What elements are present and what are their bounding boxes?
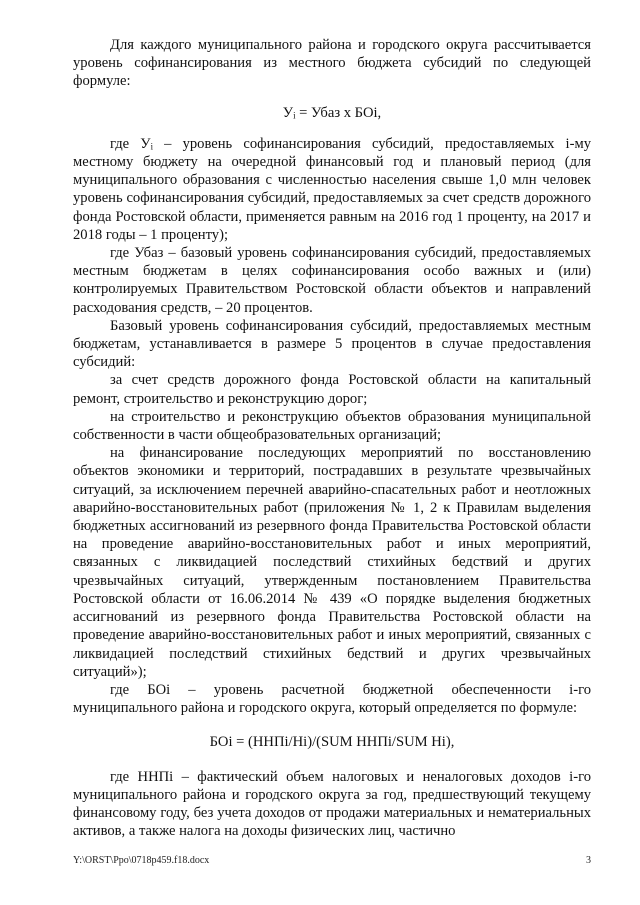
paragraph-y-definition: где Уᵢ – уровень софинансирования субсидий, предоставляемых i-му местному бюджету на очередной финансовый год и плановый период (для муниципального образования с численностью населения свыше 1,0 млн человек уровень софинансирования субсидий, предоставляемых за счет средств дорожного фонда Ростовской области, применяется равным на 2016 год 1 проценту, на 2017 и 2018 годы – 1 проценту); xyxy=(73,135,591,243)
paragraph-ybase-definition: где Убаз – базовый уровень софинансирования субсидий, предоставляемых местным бюджетам в целях софинансирования особо важных и (или) контролируемых Правительством Ростовской области объектов и направлений расходования средств, – 20 процентов. xyxy=(73,245,591,316)
paragraph-education: на строительство и реконструкцию объектов образования муниципальной собственности в части общеобразовательных организаций; xyxy=(73,408,591,444)
document-body xyxy=(73,36,591,840)
paragraph-nnp-definition: где ННПi – фактический объем налоговых и неналоговых доходов i-го муниципального района и городского округа за год, предшествующий текущему финансовому году, без учета доходов от продажи материальных и нематериальных активов, а также налога на доходы физических лиц, частично xyxy=(73,768,591,840)
paragraph-base-level: Базовый уровень софинансирования субсидий, предоставляемых местным бюджетам, устанавливается в размере 5 процентов в случае предоставления субсидий: xyxy=(73,317,591,371)
page-number: 3 xyxy=(586,855,591,866)
paragraph-intro: Для каждого муниципального района и городского округа рассчитывается уровень софинансирования из местного бюджета субсидий по следующей формуле: xyxy=(73,37,591,90)
formula-bo: БОi = (ННПi/Нi)/(SUM ННПi/SUM Нi), xyxy=(209,734,455,751)
formula-level: Уᵢ = Убаз х БОi, xyxy=(282,104,382,121)
footer-file-path: Y:\ORST\Ppo\0718p459.f18.docx xyxy=(73,855,210,866)
paragraph-bo-definition: где БОi – уровень расчетной бюджетной обеспеченности i-го муниципального района и городского округа, который определяется по формуле: xyxy=(73,681,591,717)
paragraph-road-fund: за счет средств дорожного фонда Ростовской области на капитальный ремонт, строительство и реконструкцию дорог; xyxy=(73,372,591,407)
paragraph-emergency: на финансирование последующих мероприятий по восстановлению объектов экономики и территорий, пострадавших в результате чрезвычайных ситуаций, за исключением перечней аварийно-спасательных работ и неотложных аварийно-восстановительных работ (приложения № 1, 2 к Правилам выделения бюджетных ассигнований из резервного фонда Правительства Ростовской области на проведение аварийно-восстановительных работ и иных мероприятий, связанных с ликвидацией последствий стихийных бедствий и других чрезвычайных ситуаций, утвержденным постановлением Правительства Ростовской области от 16.06.2014 № 439 «О порядке выделения бюджетных ассигнований из резервного фонда Правительства Ростовской области на проведение аварийно-восстановительных работ и иных мероприятий, связанных с ликвидацией последствий стихийных бедствий и других чрезвычайных ситуаций»); xyxy=(73,445,591,680)
